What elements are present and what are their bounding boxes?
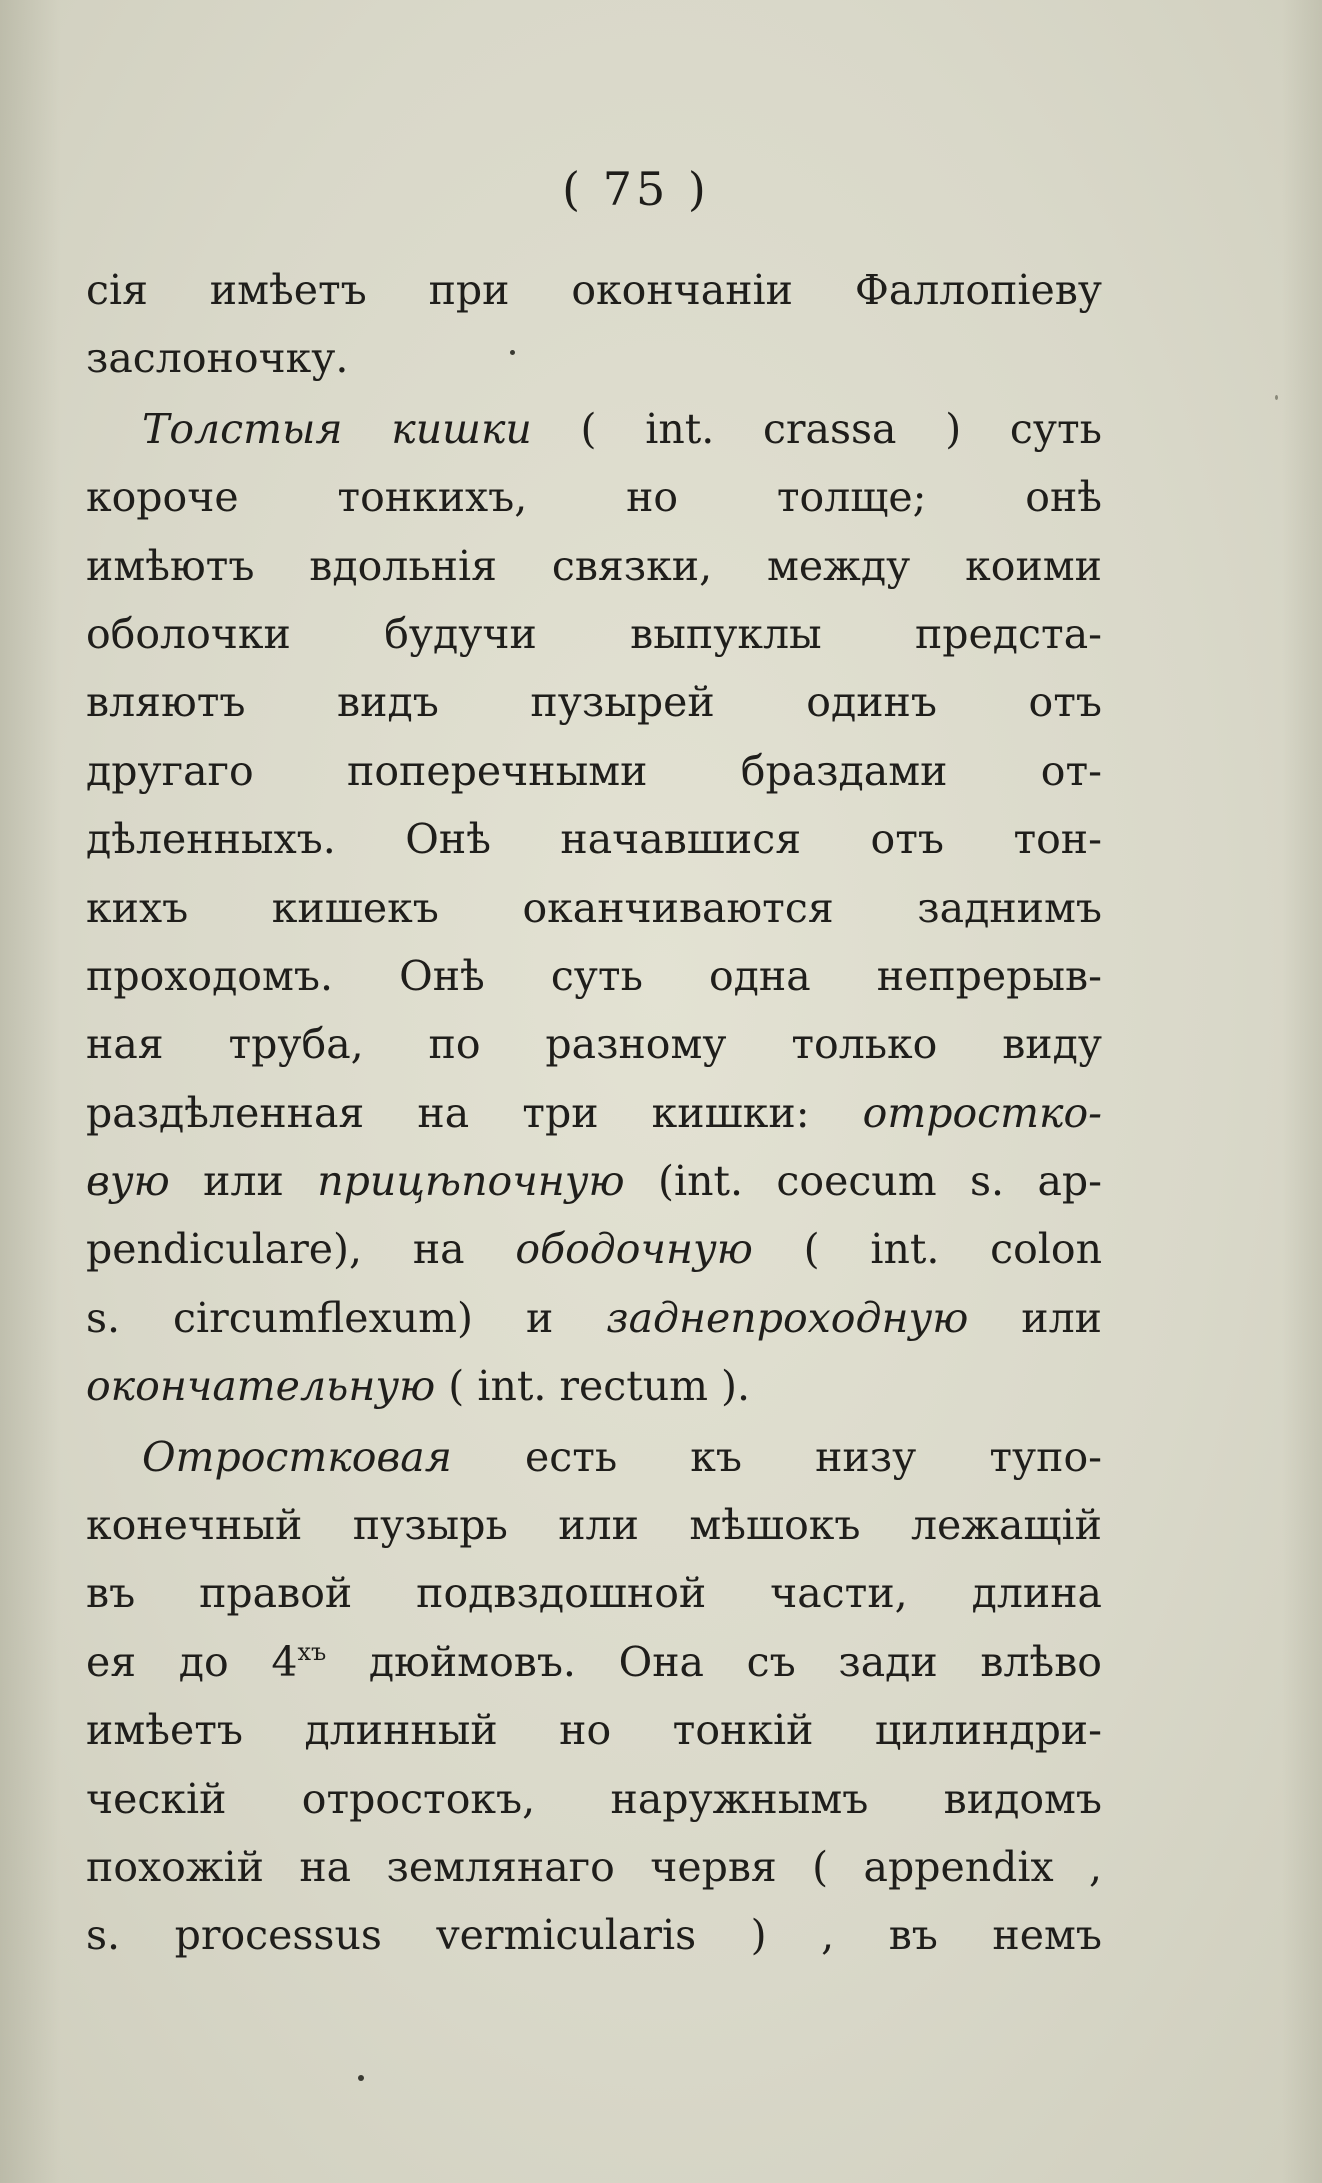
text-line (86, 1352, 1102, 1420)
text-line (86, 1423, 1102, 1491)
text-line: сія имѣетъ при окончаніи Фаллопіеву (86, 266, 1102, 314)
italic-term: заднепроходную (606, 1293, 969, 1342)
body-text (86, 256, 1102, 1970)
italic-term: отростко- (862, 1088, 1102, 1137)
text-fragment: ( int. crassa ) суть (531, 404, 1102, 453)
paper-speck (510, 350, 515, 355)
text-line: ческій отростокъ, наружнымъ видомъ (86, 1774, 1102, 1823)
italic-term: Отростковая (142, 1432, 452, 1481)
text-line: оболочки будучи выпуклы предста- (86, 609, 1102, 658)
text-fragment: ( int. rectum ). (435, 1362, 751, 1411)
text-line (86, 1079, 1102, 1147)
text-line: дѣленныхъ. Онѣ начавшися отъ тон- (86, 815, 1102, 864)
text-line (86, 1628, 1102, 1696)
italic-term: вую (86, 1157, 170, 1206)
text-fragment: (int. coecum s. ap- (624, 1157, 1102, 1206)
text-line: ная труба, по разному только виду (86, 1020, 1102, 1069)
text-fragment: дюймовъ. Она съ зади влѣво (326, 1637, 1102, 1686)
superscript: хъ (297, 1637, 327, 1666)
text-line: проходомъ. Онѣ суть одна непрерыв- (86, 951, 1102, 1000)
text-line (86, 1147, 1102, 1215)
text-fragment: есть къ низу тупо- (451, 1432, 1102, 1481)
italic-term: прицѣпочную (317, 1157, 625, 1206)
text-line: вляютъ видъ пузырей одинъ отъ (86, 678, 1102, 727)
page-shadow-right (1282, 0, 1322, 2183)
text-line (86, 1215, 1102, 1283)
text-line: короче тонкихъ, но толще; онѣ (86, 473, 1102, 522)
text-line: другаго поперечными браздами от- (86, 746, 1102, 795)
text-line: имѣетъ длинный но тонкій цилиндри- (86, 1706, 1102, 1755)
text-line: заслоночку. (86, 334, 349, 383)
text-fragment: pendiculare), на (86, 1225, 516, 1274)
text-line: похожій на землянаго червя ( appendix , (86, 1842, 1102, 1891)
text-fragment: ( int. colon (752, 1225, 1102, 1274)
page-number: ( 75 ) (562, 162, 710, 216)
text-fragment: или (169, 1157, 318, 1206)
text-line: въ правой подвздошной части, длина (86, 1569, 1102, 1618)
text-line: конечный пузырь или мѣшокъ лежащій (86, 1501, 1102, 1550)
text-line: кихъ кишекъ оканчиваются заднимъ (86, 883, 1102, 932)
text-fragment: ея до 4 (86, 1637, 298, 1686)
text-line (86, 1284, 1102, 1352)
italic-term: Толстыя кишки (142, 404, 532, 453)
text-fragment: s. circumflexum) и (86, 1293, 607, 1342)
text-fragment: или (968, 1293, 1102, 1342)
text-line (86, 395, 1102, 463)
paper-speck (358, 2075, 364, 2081)
paper-speck (1275, 395, 1278, 400)
text-line: s. processus vermicularis ) , въ немъ (86, 1911, 1102, 1960)
text-line: имѣютъ вдольнія связки, между коими (86, 541, 1102, 590)
text-fragment: раздѣленная на три кишки: (86, 1088, 863, 1137)
italic-term: окончательную (86, 1362, 436, 1411)
page-shadow-left (0, 0, 60, 2183)
italic-term: ободочную (515, 1225, 753, 1274)
